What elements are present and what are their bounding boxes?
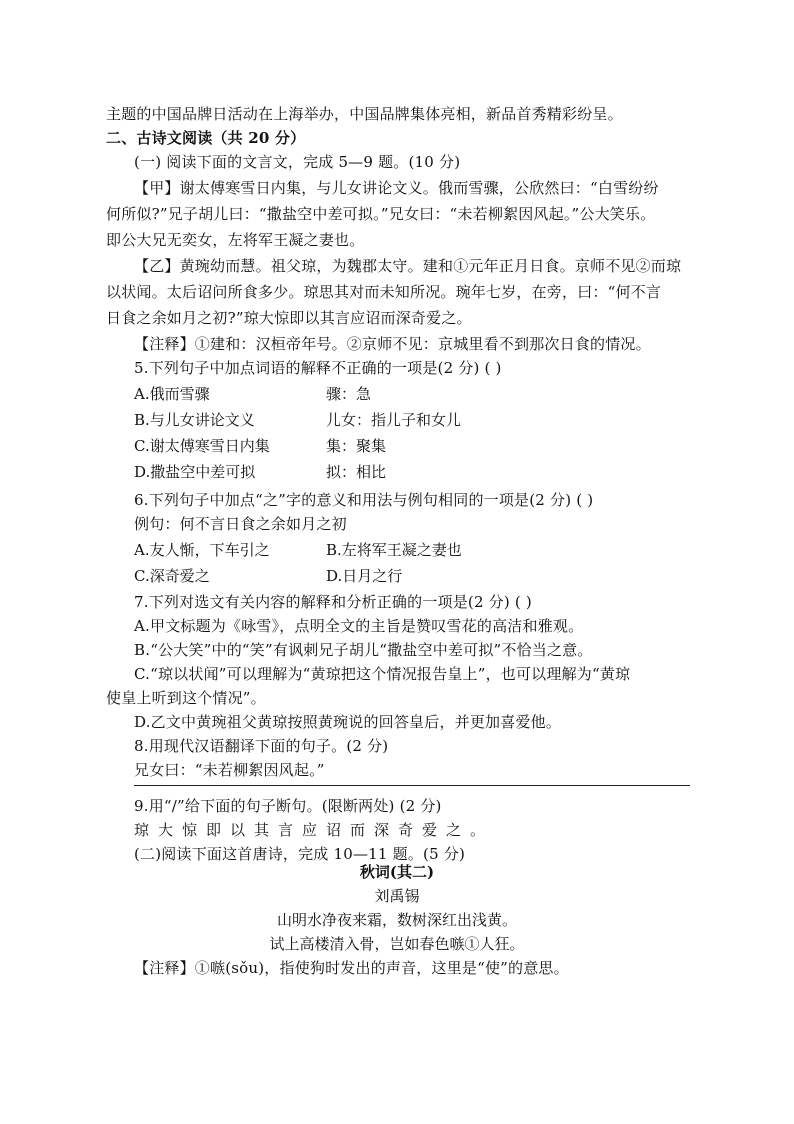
part2-instruction: (二)阅读下面这首唐诗，完成 10—11 题。(5 分): [134, 845, 466, 863]
q6-option-a: A.友人惭，下车引之: [134, 541, 270, 559]
q5-option-c: C.谢太傅寒雪日内集: [134, 437, 270, 455]
q6-option-c: C.深奇爱之: [134, 567, 210, 585]
poem-title: 秋词(其二): [359, 863, 435, 881]
section-title: 二、古诗文阅读（共 20 分）: [106, 129, 306, 147]
q5-option-b-meaning: 儿女：指儿子和女儿: [326, 411, 462, 429]
part1-instruction: (一) 阅读下面的文言文，完成 5—9 题。(10 分): [134, 153, 461, 171]
q5-option-d: D.撒盐空中差可拟: [134, 463, 256, 481]
q5-option-c-meaning: 集：聚集: [326, 437, 387, 455]
q6-example: 例句：何不言日食之余如月之初: [134, 515, 347, 533]
q6-option-b: B.左将军王凝之妻也: [326, 541, 462, 559]
q7-option-c-line-1: C.“琼以状闻”可以理解为“黄琼把这个情况报告皇上”，也可以理解为“黄琼: [134, 665, 631, 683]
q8-sentence: 兄女曰：“未若柳絮因风起。”: [134, 761, 325, 779]
q9-stem: 9.用“/”给下面的句子断句。(限断两处) (2 分): [134, 797, 442, 815]
passage-b-line-1: 【乙】黄琬幼而慧。祖父琼，为魏郡太守。建和①元年正月日食。京师不见②而琼: [134, 257, 682, 275]
q8-stem: 8.用现代汉语翻译下面的句子。(2 分): [134, 737, 389, 755]
q9-sentence: 琼大惊即以其言应诏而深奇爱之。: [134, 821, 495, 839]
q5-option-a-meaning: 骤：急: [326, 385, 372, 403]
poem-author: 刘禹锡: [374, 887, 420, 905]
intro-tail: 主题的中国品牌日活动在上海举办，中国品牌集体亮相，新品首秀精彩纷呈。: [106, 105, 623, 123]
q5-option-a: A.俄而雪骤: [134, 385, 210, 403]
passage-a-line-1: 【甲】谢太傅寒雪日内集，与儿女讲论文义。俄而雪骤，公欣然曰：“白雪纷纷: [134, 179, 659, 197]
notes-2: 【注释】①嗾(sǒu)，指使狗时发出的声音，这里是“使”的意思。: [134, 959, 569, 977]
q5-stem: 5.下列句子中加点词语的解释不正确的一项是(2 分) ( ): [134, 359, 502, 377]
q5-option-b: B.与儿女讲论文义: [134, 411, 255, 429]
poem-line-1: 山明水净夜来霜，数树深红出浅黄。: [276, 911, 517, 929]
q6-option-d: D.日月之行: [326, 567, 403, 585]
q7-option-a: A.甲文标题为《咏雪》，点明全文的主旨是赞叹雪花的高洁和雅观。: [134, 617, 584, 635]
q7-option-b: B.“公大笑”中的“笑”有讽刺兄子胡儿“撒盐空中差可拟”不恰当之意。: [134, 641, 593, 659]
poem-line-2: 试上高楼清入骨，岂如春色嗾①人狂。: [269, 935, 525, 953]
passage-a-line-2: 何所似?”兄子胡儿曰：“撒盐空中差可拟。”兄女曰：“未若柳絮因风起。”公大笑乐。: [106, 205, 656, 223]
notes-1: 【注释】①建和：汉桓帝年号。②京师不见：京城里看不到那次日食的情况。: [134, 335, 651, 353]
q5-option-d-meaning: 拟：相比: [326, 463, 387, 481]
passage-b-line-2: 以状闻。太后诏问所食多少。琼思其对而未知所况。琬年七岁，在旁，曰：“何不言: [106, 283, 662, 301]
q7-option-d: D.乙文中黄琬祖父黄琼按照黄琬说的回答皇后，并更加喜爱他。: [134, 713, 562, 731]
passage-b-line-3: 日食之余如月之初?”琼大惊即以其言应诏而深奇爱之。: [106, 309, 472, 327]
passage-a-line-3: 即公大兄无奕女，左将军王凝之妻也。: [106, 231, 365, 249]
q7-stem: 7.下列对选文有关内容的解释和分析正确的一项是(2 分) ( ): [134, 593, 532, 611]
q8-answer-line[interactable]: [134, 785, 690, 786]
q7-option-c-line-2: 使皇上听到这个情况”。: [106, 689, 266, 707]
q6-stem: 6.下列句子中加点“之”字的意义和用法与例句相同的一项是(2 分) ( ): [134, 491, 594, 509]
